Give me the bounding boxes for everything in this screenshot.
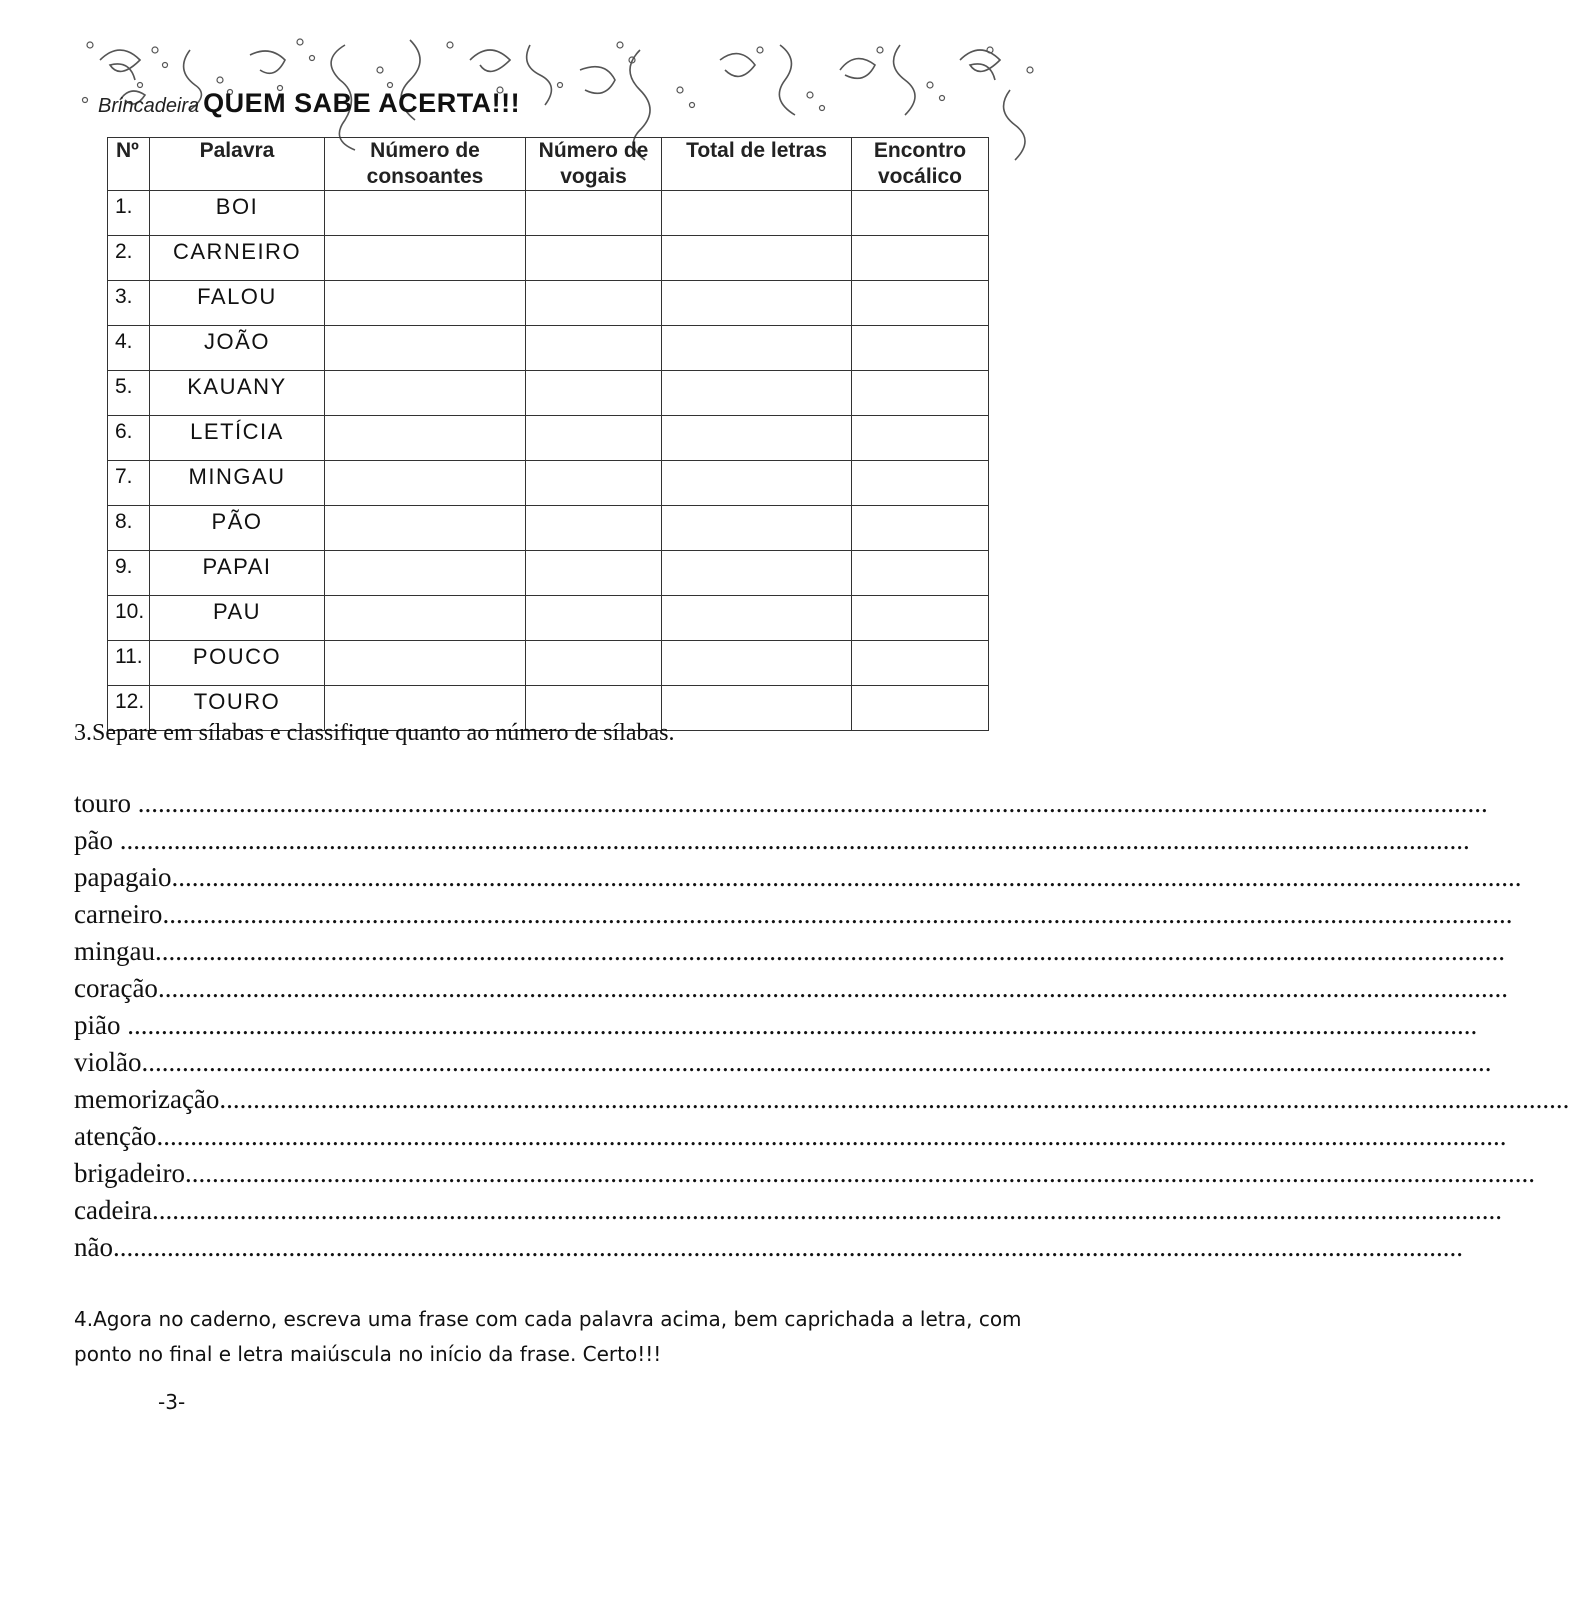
- row-number: 4.: [108, 326, 150, 371]
- row-number: 10.: [108, 596, 150, 641]
- answer-cell[interactable]: [662, 551, 852, 596]
- answer-cell[interactable]: [526, 596, 662, 641]
- syllable-answer-lines: [74, 785, 1569, 1266]
- row-word: PAPAI: [150, 551, 325, 596]
- answer-cell[interactable]: [852, 416, 989, 461]
- header-total-letters: Total de letras: [662, 138, 852, 191]
- answer-line[interactable]: cadeira........................................................................................................................................................................................................: [74, 1195, 1502, 1225]
- answer-cell[interactable]: [325, 371, 526, 416]
- answer-line[interactable]: pão ........................................................................................................................................................................................................: [74, 825, 1470, 855]
- row-word: BOI: [150, 191, 325, 236]
- answer-cell[interactable]: [662, 506, 852, 551]
- table-row: [108, 236, 989, 281]
- table-row: [108, 551, 989, 596]
- answer-cell[interactable]: [662, 686, 852, 731]
- answer-cell[interactable]: [325, 236, 526, 281]
- answer-cell[interactable]: [662, 596, 852, 641]
- row-word: MINGAU: [150, 461, 325, 506]
- answer-cell[interactable]: [852, 326, 989, 371]
- answer-cell[interactable]: [325, 551, 526, 596]
- line-word: pião: [74, 1010, 121, 1040]
- line-word: pão: [74, 825, 113, 855]
- line-word: papagaio: [74, 862, 172, 892]
- line-word: touro: [74, 788, 131, 818]
- answer-line[interactable]: pião ........................................................................................................................................................................................................: [74, 1010, 1478, 1040]
- row-word: KAUANY: [150, 371, 325, 416]
- header-vowels: Número de vogais: [526, 138, 662, 191]
- answer-cell[interactable]: [526, 551, 662, 596]
- answer-cell[interactable]: [526, 416, 662, 461]
- table-row: [108, 416, 989, 461]
- answer-line[interactable]: não........................................................................................................................................................................................................: [74, 1232, 1463, 1262]
- answer-cell[interactable]: [526, 191, 662, 236]
- answer-line[interactable]: coração........................................................................................................................................................................................................: [74, 973, 1508, 1003]
- answer-cell[interactable]: [662, 326, 852, 371]
- row-number: 3.: [108, 281, 150, 326]
- answer-cell[interactable]: [852, 191, 989, 236]
- row-word: JOÃO: [150, 326, 325, 371]
- row-word: PÃO: [150, 506, 325, 551]
- line-word: atenção: [74, 1121, 157, 1151]
- table-row: [108, 506, 989, 551]
- table-row: [108, 281, 989, 326]
- answer-cell[interactable]: [852, 281, 989, 326]
- table-row: [108, 326, 989, 371]
- row-word: CARNEIRO: [150, 236, 325, 281]
- answer-cell[interactable]: [852, 506, 989, 551]
- answer-cell[interactable]: [526, 506, 662, 551]
- answer-cell[interactable]: [325, 191, 526, 236]
- row-number: 8.: [108, 506, 150, 551]
- table-row: [108, 641, 989, 686]
- table-row: [108, 461, 989, 506]
- answer-cell[interactable]: [662, 281, 852, 326]
- answer-cell[interactable]: [526, 641, 662, 686]
- answer-line[interactable]: brigadeiro........................................................................................................................................................................................................: [74, 1158, 1535, 1188]
- answer-cell[interactable]: [662, 416, 852, 461]
- row-word: FALOU: [150, 281, 325, 326]
- answer-line[interactable]: touro ........................................................................................................................................................................................................: [74, 788, 1488, 818]
- line-word: cadeira: [74, 1195, 152, 1225]
- answer-cell[interactable]: [852, 686, 989, 731]
- line-word: não: [74, 1232, 113, 1262]
- header-consonants: Número de consoantes: [325, 138, 526, 191]
- answer-cell[interactable]: [325, 461, 526, 506]
- answer-line[interactable]: violão........................................................................................................................................................................................................: [74, 1047, 1492, 1077]
- answer-line[interactable]: papagaio........................................................................................................................................................................................................: [74, 862, 1522, 892]
- line-word: brigadeiro: [74, 1158, 185, 1188]
- answer-cell[interactable]: [325, 596, 526, 641]
- header-vowel-encounter: Encontro vocálico: [852, 138, 989, 191]
- line-word: mingau: [74, 936, 155, 966]
- answer-cell[interactable]: [526, 326, 662, 371]
- row-number: 1.: [108, 191, 150, 236]
- line-word: coração: [74, 973, 158, 1003]
- header-word: Palavra: [150, 138, 325, 191]
- page-number: -3-: [158, 1390, 186, 1414]
- answer-cell[interactable]: [325, 641, 526, 686]
- table-header-row: [108, 138, 989, 191]
- header-number: Nº: [108, 138, 150, 191]
- question-3-instruction: 3.Separe em sílabas e classifique quanto ao número de sílabas.: [74, 720, 675, 746]
- answer-cell[interactable]: [526, 461, 662, 506]
- row-number: 2.: [108, 236, 150, 281]
- word-analysis-table: [107, 137, 989, 731]
- row-word: TOURO: [150, 686, 325, 731]
- line-word: violão: [74, 1047, 142, 1077]
- answer-line[interactable]: carneiro........................................................................................................................................................................................................: [74, 899, 1513, 929]
- line-word: memorização: [74, 1084, 220, 1114]
- answer-cell[interactable]: [662, 461, 852, 506]
- question-4-instruction: 4.Agora no caderno, escreva uma frase com cada palavra acima, bem caprichada a letra, com ponto no final e letra maiúscula no início da frase. Certo!!!: [74, 1307, 1022, 1366]
- row-number: 5.: [108, 371, 150, 416]
- row-number: 7.: [108, 461, 150, 506]
- title-main: QUEM SABE ACERTA!!!: [203, 88, 521, 118]
- title-prefix: Brincadeira: [98, 95, 200, 117]
- answer-cell[interactable]: [526, 236, 662, 281]
- answer-cell[interactable]: [852, 551, 989, 596]
- row-number: 6.: [108, 416, 150, 461]
- row-word: LETÍCIA: [150, 416, 325, 461]
- answer-cell[interactable]: [852, 596, 989, 641]
- answer-cell[interactable]: [852, 371, 989, 416]
- table-row: [108, 371, 989, 416]
- row-word: PAU: [150, 596, 325, 641]
- line-word: carneiro: [74, 899, 163, 929]
- answer-line[interactable]: mingau........................................................................................................................................................................................................: [74, 936, 1505, 966]
- table-row: [108, 596, 989, 641]
- answer-cell[interactable]: [852, 461, 989, 506]
- row-number: 11.: [108, 641, 150, 686]
- answer-cell[interactable]: [325, 326, 526, 371]
- answer-cell[interactable]: [662, 371, 852, 416]
- answer-cell[interactable]: [852, 236, 989, 281]
- answer-cell[interactable]: [526, 281, 662, 326]
- answer-cell[interactable]: [325, 281, 526, 326]
- answer-cell[interactable]: [325, 416, 526, 461]
- answer-cell[interactable]: [662, 641, 852, 686]
- activity-title: [98, 88, 520, 119]
- answer-cell[interactable]: [526, 371, 662, 416]
- row-number: 12.: [108, 686, 150, 731]
- answer-cell[interactable]: [662, 191, 852, 236]
- answer-cell[interactable]: [325, 506, 526, 551]
- table-row: [108, 191, 989, 236]
- row-number: 9.: [108, 551, 150, 596]
- answer-cell[interactable]: [852, 641, 989, 686]
- answer-line[interactable]: memorização........................................................................................................................................................................................................: [74, 1084, 1569, 1114]
- answer-cell[interactable]: [662, 236, 852, 281]
- row-word: POUCO: [150, 641, 325, 686]
- answer-line[interactable]: atenção........................................................................................................................................................................................................: [74, 1121, 1507, 1151]
